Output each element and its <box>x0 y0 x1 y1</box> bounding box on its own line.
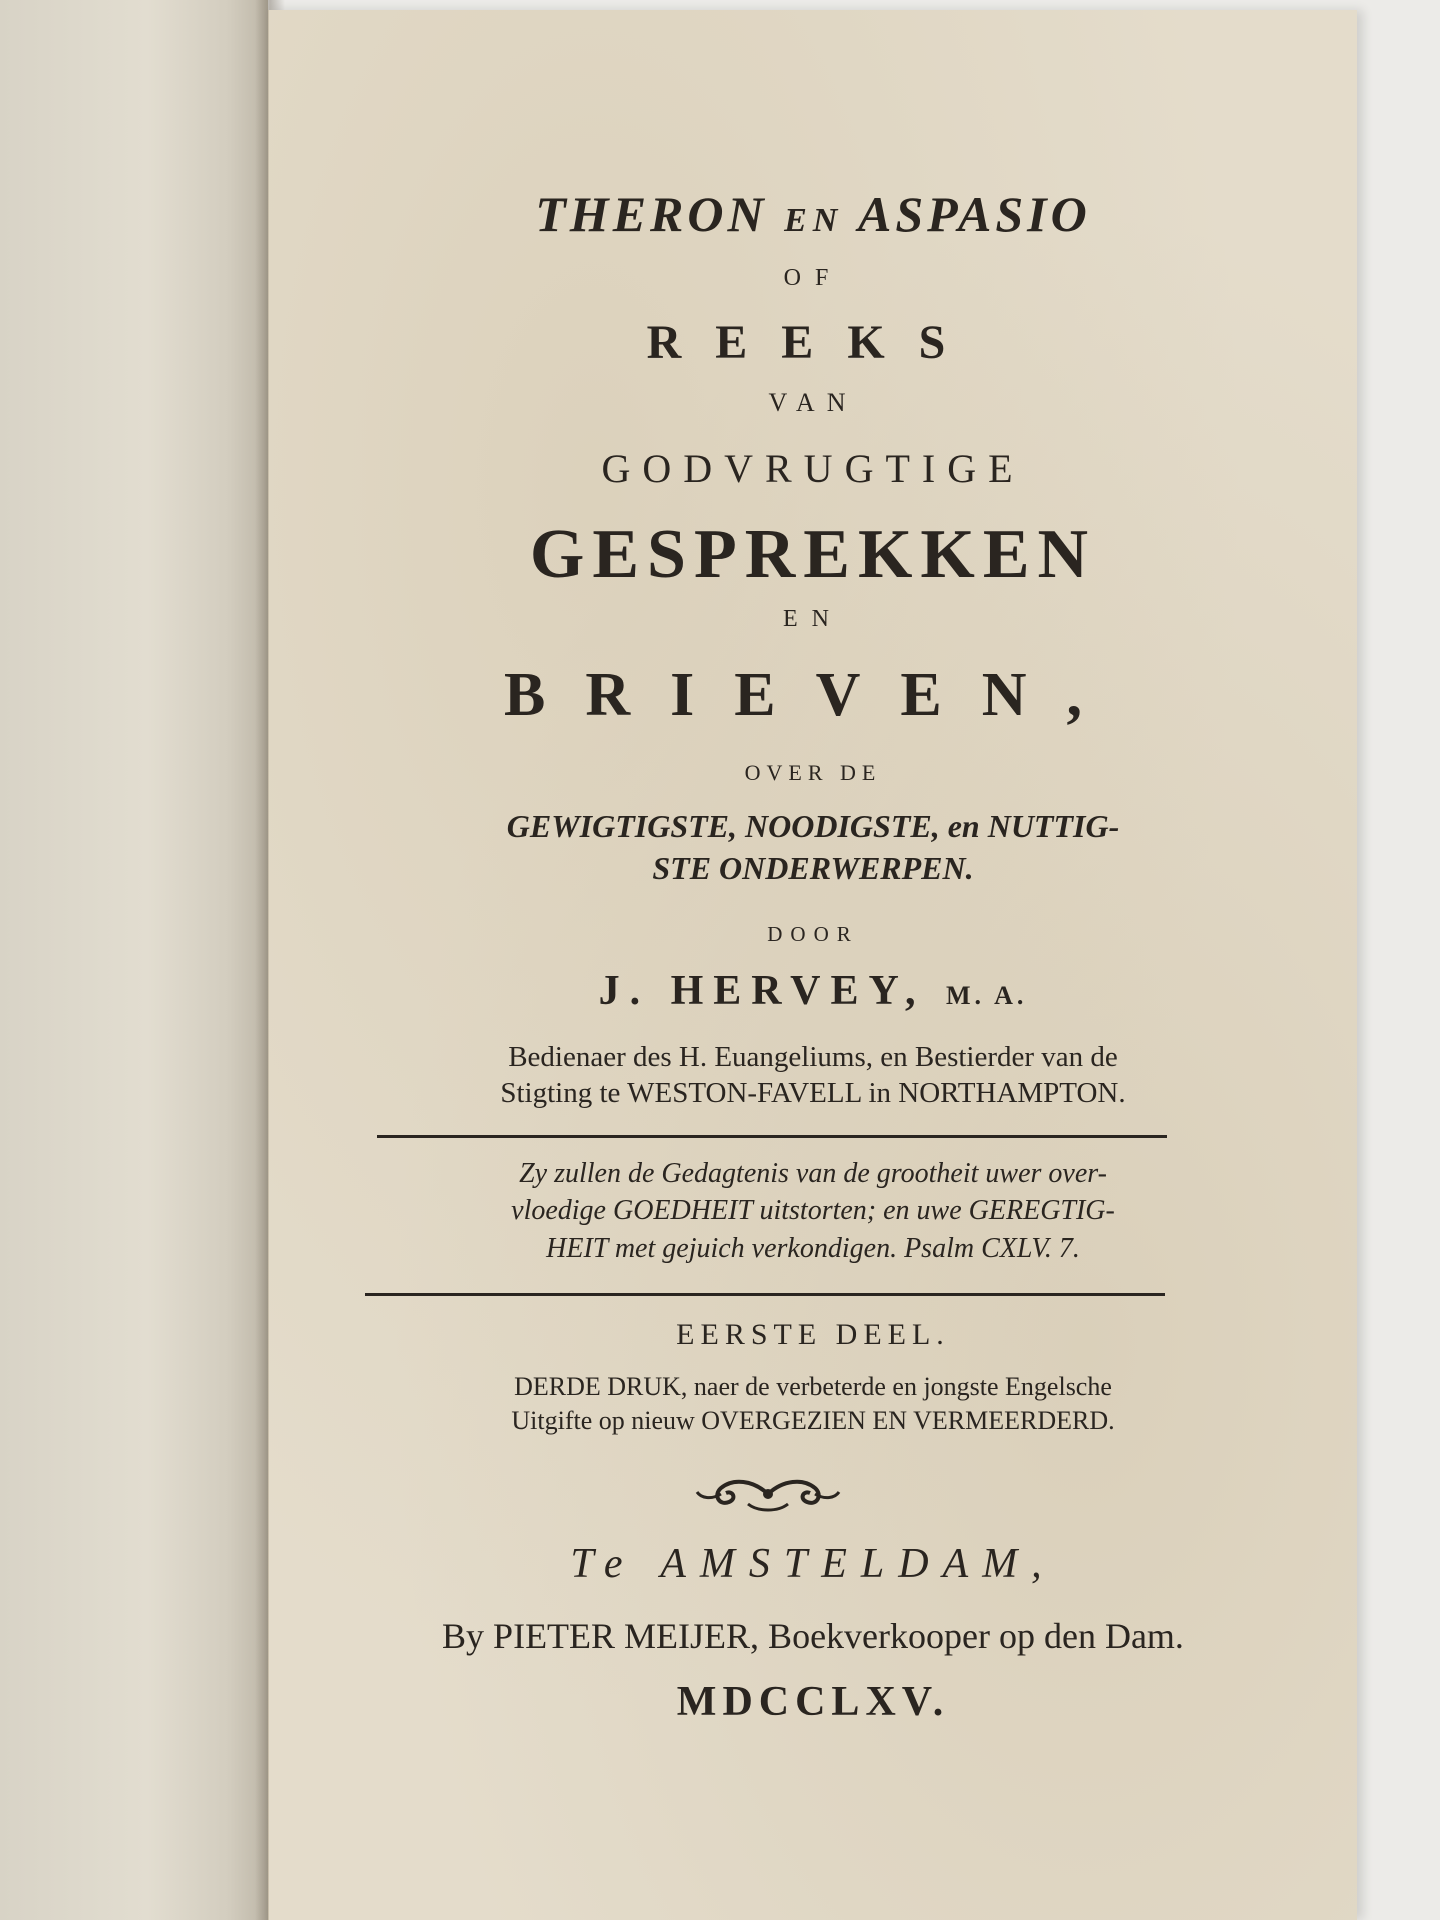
edition-line-1: DERDE DRUK, naer de verbeterde en jongste Engelsche <box>514 1372 1112 1401</box>
title-aspasio: ASPASIO <box>858 186 1091 242</box>
rule-top <box>377 1135 1167 1138</box>
title-line-gesprekken: GESPREKKEN <box>529 516 1097 593</box>
title-line-over-de: OVER DE <box>744 760 882 785</box>
epigraph-line-1: Zy zullen de Gedagtenis van de grootheit uwer over- <box>519 1158 1107 1189</box>
title-line-brieven: BRIEVEN, <box>503 661 1122 729</box>
left-facing-page <box>0 0 268 1920</box>
title-line-reeks: REEKS <box>646 316 980 369</box>
printers-ornament-icon <box>693 1472 843 1516</box>
title-en: EN <box>784 202 844 239</box>
imprint-place: Te AMSTELDAM, <box>570 1541 1056 1587</box>
rule-bottom <box>365 1293 1165 1296</box>
author-description-1: Bedienaer des H. Euangeliums, en Bestierder van de <box>508 1041 1118 1073</box>
title-line-en: EN <box>783 606 843 632</box>
subtitle-line-2: STE ONDERWERPEN. <box>652 850 974 886</box>
edition-line-2: Uitgifte op nieuw OVERGEZIEN EN VERMEERDERD. <box>511 1406 1115 1435</box>
author-name: J. HERVEY, <box>598 968 926 1014</box>
title-line-1 <box>269 185 1357 243</box>
volume-label: EERSTE DEEL. <box>676 1318 950 1351</box>
epigraph-line-3: HEIT met gejuich verkondigen. Psalm CXLV. 7. <box>546 1233 1080 1264</box>
imprint-year: MDCCLXV. <box>676 1679 950 1725</box>
by-line-door: DOOR <box>767 922 859 946</box>
epigraph-line-2: vloedige GOEDHEIT uitstorten; en uwe GEREGTIG- <box>511 1195 1115 1226</box>
author-line <box>269 967 1357 1015</box>
title-line-van: VAN <box>768 388 858 417</box>
author-degree: M. A. <box>945 981 1028 1010</box>
author-description-2: Stigting te WESTON-FAVELL in NORTHAMPTON. <box>500 1077 1126 1109</box>
imprint-publisher: By PIETER MEIJER, Boekverkooper op den Dam. <box>442 1616 1184 1656</box>
title-line-godvrugtige: GODVRUGTIGE <box>601 446 1025 491</box>
title-page <box>268 10 1357 1920</box>
title-line-of: OF <box>783 265 843 291</box>
title-theron: THERON <box>535 186 768 242</box>
subtitle-line-1: GEWIGTIGSTE, NOODIGSTE, en NUTTIG- <box>506 808 1120 844</box>
